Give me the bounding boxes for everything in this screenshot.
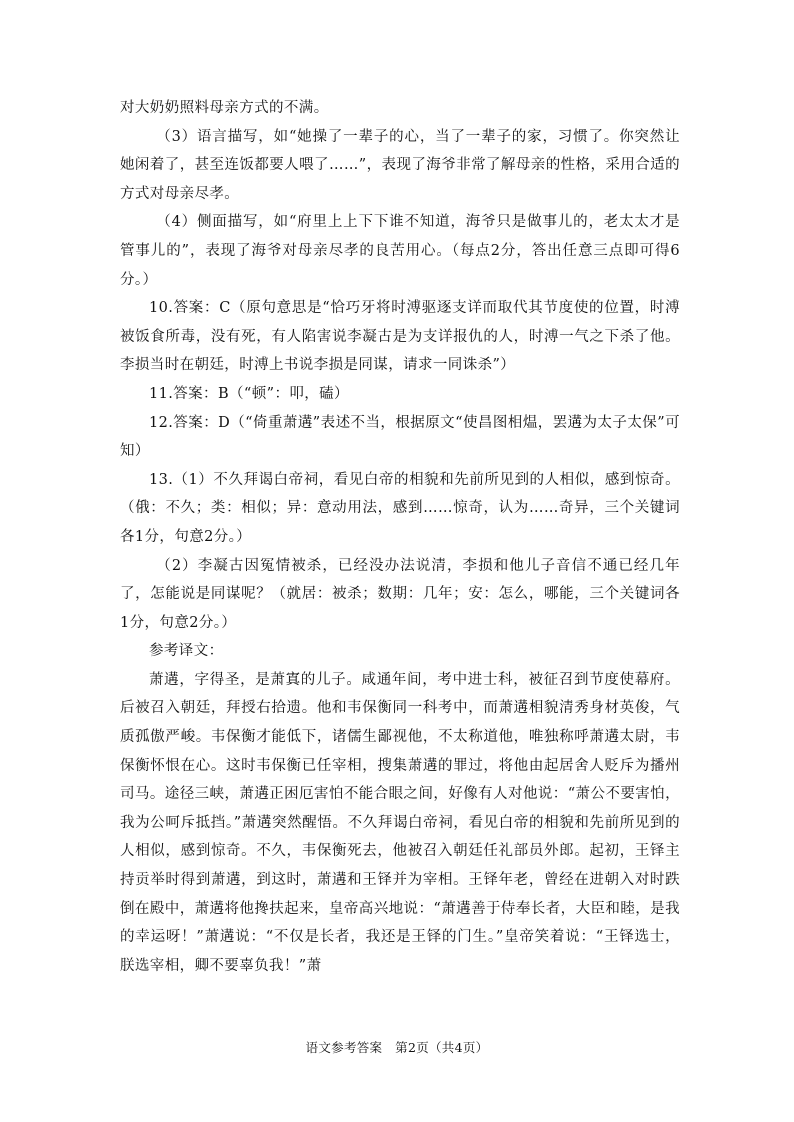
paragraph-point-4: （4）侧面描写，如“府里上上下下谁不知道，海爷只是做事儿的，老太太才是管事儿的”，表现了海爷对母亲尽孝的良苦用心。（每点2分，答出任意三点即可得6分。） (120, 214, 680, 288)
paragraph-point-3: （3）语言描写，如“她操了一辈子的心，当了一辈子的家，习惯了。你突然让她闲着了，甚至连饭都要人喂了……”，表现了海爷非常了解母亲的性格，采用合适的方式对母亲尽孝。 (120, 128, 680, 202)
answer-13-part-1: 13.（1）不久拜谒白帝祠，看见白帝的相貌和先前所见到的人相似，感到惊奇。（俄：不久；类：相似；异：意动用法，感到……惊奇，认为……奇异，三个关键词各1分，句意2分。） (120, 471, 680, 545)
paragraph-continuation: 对大奶奶照料母亲方式的不满。 (120, 100, 329, 116)
translation-paragraph: 萧遘，字得圣，是萧寘的儿子。咸通年间，考中进士科，被征召到节度使幕府。后被召入朝廷，拜授右拾遗。他和韦保衡同一科考中，而萧遘相貌清秀身材英俊，气质孤傲严峻。韦保衡才能低下，诸儒生鄙视他，不太称道他，唯独称呼萧遘太尉，韦保衡怀恨在心。这时韦保衡已任宰相，搜集萧遘的罪过，将他由起居舍人贬斥为播州司马。途径三峡，萧遘正困厄害怕不能合眼之间，好像有人对他说：“萧公不要害怕，我为公呵斥抵挡。”萧遘突然醒悟。不久拜谒白帝祠，看见白帝的相貌和先前所见到的人相似，感到惊奇。不久，韦保衡死去，他被召入朝廷任礼部员外郎。起初，王铎主持贡举时得到萧遘，到这时，萧遘和王铎并为宰相。王铎年老，曾经在进朝入对时跌倒在殿中，萧遘将他搀扶起来，皇帝高兴地说：“萧遘善于侍奉长者，大臣和睦，是我的幸运呀！”萧遘说：“不仅是长者，我还是王铎的门生。”皇帝笑着说：“王铎选士，朕选宰相，卿不要辜负我！”萧 (120, 671, 680, 974)
answer-13-part-2: （2）李凝古因冤情被杀，已经没办法说清，李损和他儿子音信不通已经几年了，怎能说是同谋呢？（就居：被杀；数期：几年；安：怎么，哪能，三个关键词各1分，句意2分。） (120, 557, 680, 631)
page-footer: 语文参考答案 第2页（共4页） (305, 1040, 489, 1055)
answer-12: 12.答案：D（“倚重萧遘”表述不当，根据原文“使昌图相煴，罢遘为太子太保”可知） (120, 414, 680, 460)
answer-11: 11.答案：B（“顿”：叩，磕） (149, 385, 349, 402)
answer-text-body (120, 94, 680, 980)
answer-10: 10.答案：C（原句意思是“恰巧牙将时溥驱逐支详而取代其节度使的位置，时溥被饭食所毒，没有死，有人陷害说李凝古是为支详报仇的人，时溥一气之下杀了他。李损当时在朝廷，时溥上书说李损是同谋，请求一同诛杀”） (120, 300, 680, 374)
translation-heading: 参考译文： (149, 643, 224, 660)
